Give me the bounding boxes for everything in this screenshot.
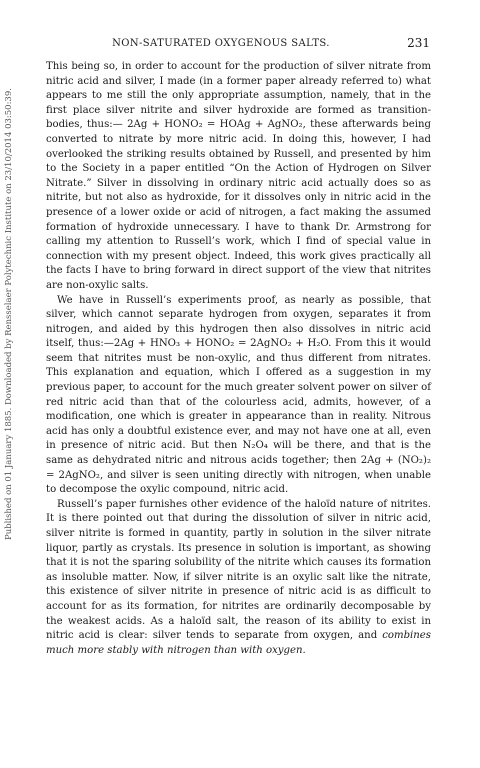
paragraph-3-text: Russell’s paper furnishes other evidence of the haloïd nature of nitrites. It is there pointed out that during the dissolution of silver in nitric acid, silver nitrite is formed in quantity, partly in solution in the silver nitrate liquor, partly as crystals. Its presence in solution is important, as showing that it is not the sparing solubility of the nitrite which causes its formation as insoluble matter. Now, if silver nitrite is an oxylic salt like the nitrate, this existence of silver nitrite in presence of nitric acid is as difficult to account for as its formation, for nitrites are ordinarily decomposable by the weakest acids. As a haloïd salt, the reason of its ability to exist in nitric acid is clear: silver tends to separate from oxygen, and xyxy=(46,498,431,642)
paragraph-3-emphasis: combines much more stably with nitrogen than with oxygen. xyxy=(46,630,431,656)
page-number: 231 xyxy=(407,36,430,50)
paragraph-2: We have in Russell’s experiments proof, as nearly as possible, that silver, which cannot separate hydrogen from oxygen, separates it from nitrogen, and aided by this hydrogen then also dissolves in nitric acid itself, thus:—2Ag + HNO₃ + HONO₂ = 2AgNO₂ + H₂O. From this it would seem that nitrites must be non-oxylic, and thus different from nitrates. This explanation and equation, which I offered as a suggestion in my previous paper, to account for the much greater solvent power on silver of red nitric acid than that of the colourless acid, admits, however, of a modification, one which is greater in appearance than in reality. Nitrous acid has only a doubtful existence ever, and may not have one at all, even in presence of nitric acid. But then N₂O₄ will be there, and that is the same as dehydrated nitric and nitrous acids together; then 2Ag + (NO₂)₂ = 2AgNO₂, and silver is seen uniting directly with nitrogen, when unable to decompose the oxylic compound, nitric acid. xyxy=(46,294,431,496)
paragraph-1: This being so, in order to account for the production of silver nitrate from nitric acid and silver, I made (in a former paper already referred to) what appears to me still the only appropriate assumption, namely, that in the first place silver nitrite and silver hydroxide are formed as transition-bodies, thus:— 2Ag + HONO₂ = HOAg + AgNO₂, these afterwards being converted to nitrate by more nitric acid. In doing this, however, I had overlooked the striking results obtained by Russell, and presented by him to the Society in a paper entitled “On the Action of Hydrogen on Silver Nitrate.” Silver in dissolving in ordinary nitric acid actually does so as nitrite, but not also as hydroxide, for it dissolves only in nitric acid in the presence of a lower oxide or acid of nitrogen, a fact making the assumed formation of hydroxide unnecessary. I have to thank Dr. Armstrong for calling my attention to Russell’s work, which I find of special value in connection with my present object. Indeed, this work gives practically all the facts I have to bring forward in direct support of the view that nitrites are non-oxylic salts. xyxy=(46,61,431,291)
article-body xyxy=(46,60,431,658)
download-notice xyxy=(2,40,18,540)
page-header xyxy=(46,38,434,54)
download-notice-text: Published on 01 January 1885. Downloaded by Rensselaer Polytechnic Institute on 23/10/2014 03:50:39. xyxy=(4,88,14,540)
running-title: NON-SATURATED OXYGENOUS SALTS. xyxy=(112,38,330,49)
paragraph-3 xyxy=(46,498,431,659)
